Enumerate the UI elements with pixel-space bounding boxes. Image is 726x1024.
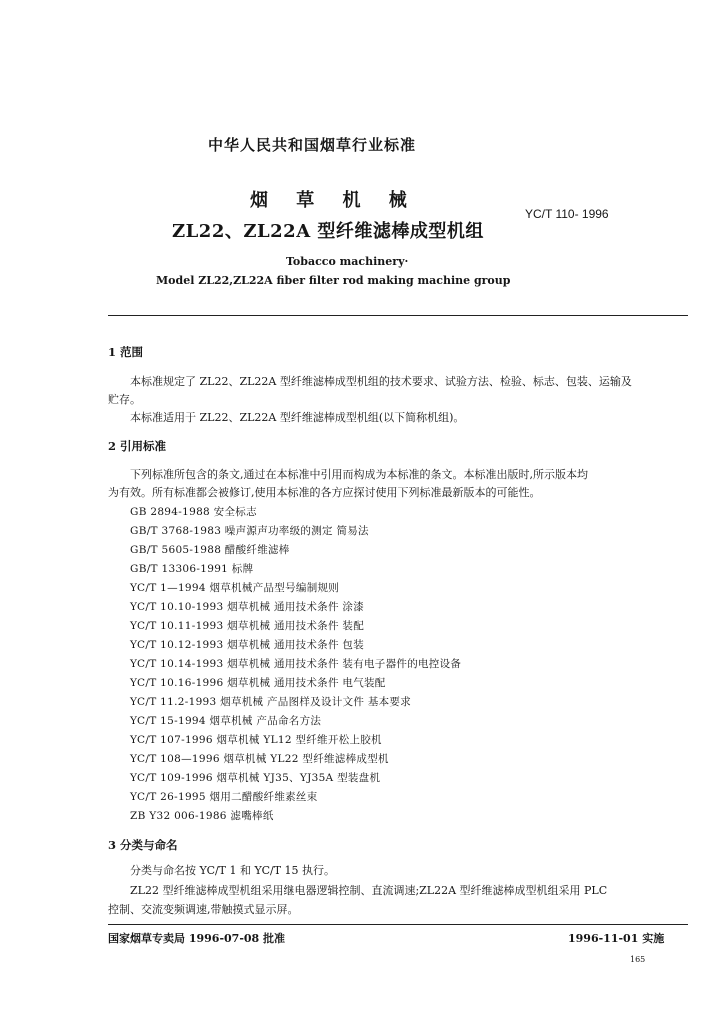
footer-divider	[108, 924, 688, 925]
page-number: 165	[630, 955, 646, 964]
reference-item: YC/T 107-1996 烟草机械 YL12 型纤维开松上胶机	[130, 734, 382, 746]
section-3-heading: 3 分类与命名	[108, 838, 178, 852]
reference-item: YC/T 10.11-1993 烟草机械 通用技术条件 装配	[130, 620, 365, 632]
section-1-para2: 本标准适用于 ZL22、ZL22A 型纤维滤棒成型机组(以下简称机组)。	[130, 411, 465, 424]
english-title-line1: Tobacco machinery·	[286, 255, 409, 268]
reference-item: YC/T 10.12-1993 烟草机械 通用技术条件 包装	[130, 639, 365, 651]
section-1-heading: 1 范围	[108, 345, 144, 359]
implementation-date: 1996-11-01 实施	[568, 932, 665, 945]
section-2-heading: 2 引用标准	[108, 439, 167, 453]
reference-item: GB/T 13306-1991 标牌	[130, 563, 254, 575]
section-1-para1-line1: 本标准规定了 ZL22、ZL22A 型纤维滤棒成型机组的技术要求、试验方法、检验、标志、包装、运输及	[130, 375, 632, 388]
reference-item: YC/T 15-1994 烟草机械 产品命名方法	[130, 715, 322, 727]
reference-item: YC/T 109-1996 烟草机械 YJ35、YJ35A 型装盘机	[130, 772, 381, 784]
reference-item: YC/T 11.2-1993 烟草机械 产品图样及设计文件 基本要求	[130, 696, 412, 708]
reference-item: GB/T 5605-1988 醋酸纤维滤棒	[130, 544, 290, 556]
section-1-para1-line2: 贮存。	[108, 393, 141, 406]
section-3-para2-line1: ZL22 型纤维滤棒成型机组采用继电器逻辑控制、直流调速;ZL22A 型纤维滤棒成型机组采用 PLC	[130, 884, 608, 897]
reference-item: GB 2894-1988 安全标志	[130, 506, 257, 518]
reference-item: GB/T 3768-1983 噪声源声功率级的测定 简易法	[130, 525, 369, 537]
document-title-line1: 烟 草 机 械	[250, 190, 409, 211]
section-3-para1: 分类与命名按 YC/T 1 和 YC/T 15 执行。	[130, 864, 336, 877]
reference-item: YC/T 10.14-1993 烟草机械 通用技术条件 装有电子器件的电控设备	[130, 658, 462, 670]
reference-item: YC/T 10.10-1993 烟草机械 通用技术条件 涂漆	[130, 601, 365, 613]
reference-item: YC/T 10.16-1996 烟草机械 通用技术条件 电气装配	[130, 677, 386, 689]
reference-item: ZB Y32 006-1986 滤嘴棒纸	[130, 810, 274, 822]
section-2-intro-line2: 为有效。所有标准都会被修订,使用本标准的各方应探讨使用下列标准最新版本的可能性。	[108, 486, 541, 499]
document-title-line2: ZL22、ZL22A 型纤维滤棒成型机组	[172, 221, 484, 242]
english-title-line2: Model ZL22,ZL22A fiber filter rod making machine group	[156, 274, 511, 287]
standard-code: YC/T 110- 1996	[525, 207, 609, 221]
approval-date: 国家烟草专卖局 1996-07-08 批准	[108, 932, 286, 945]
reference-item: YC/T 1—1994 烟草机械产品型号编制规则	[130, 582, 340, 594]
standard-category-title: 中华人民共和国烟草行业标准	[208, 136, 417, 154]
section-3-para2-line2: 控制、交流变频调速,带触摸式显示屏。	[108, 903, 299, 916]
section-2-intro-line1: 下列标准所包含的条文,通过在本标准中引用而构成为本标准的条文。本标准出版时,所示版本均	[130, 468, 588, 481]
header-divider	[108, 315, 688, 316]
reference-item: YC/T 108—1996 烟草机械 YL22 型纤维滤棒成型机	[130, 753, 389, 765]
reference-item: YC/T 26-1995 烟用二醋酸纤维素丝束	[130, 791, 318, 803]
